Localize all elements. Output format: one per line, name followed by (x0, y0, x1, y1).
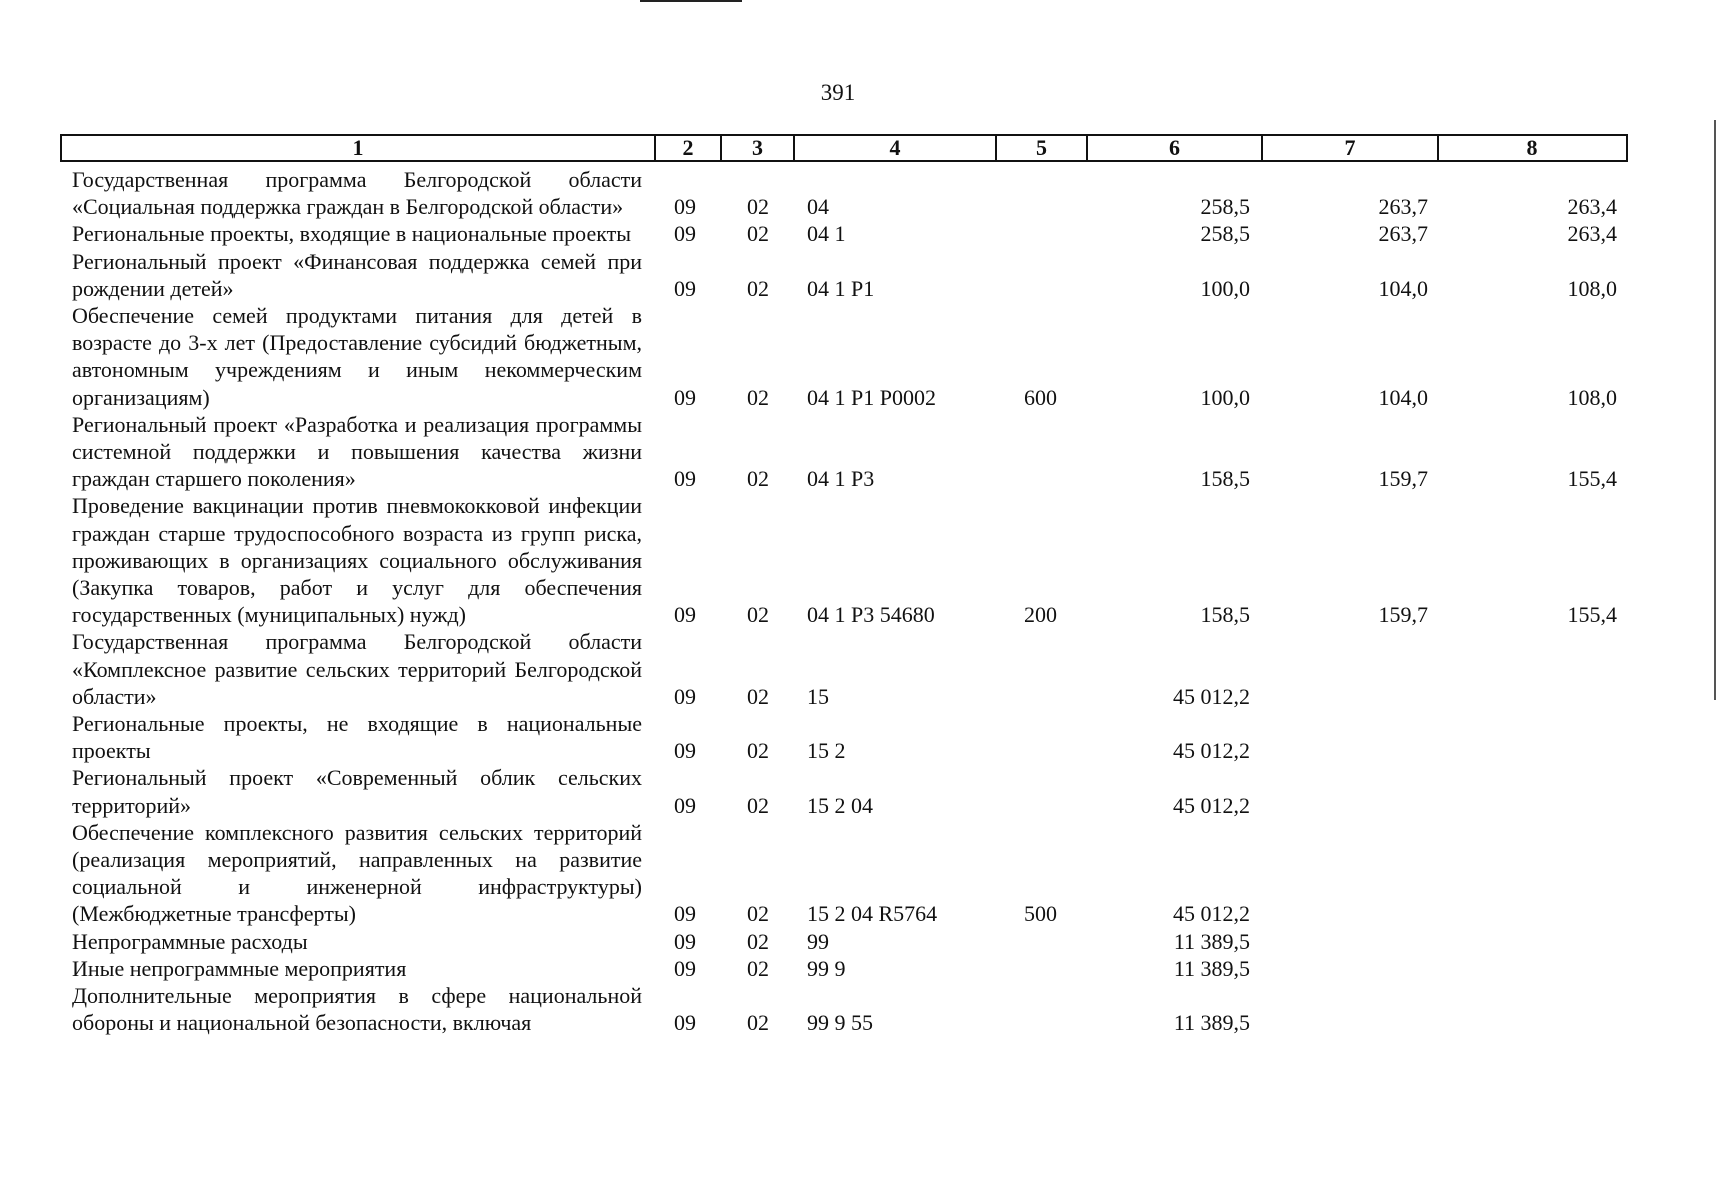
table-row (0, 411, 1720, 493)
table-row (0, 166, 1720, 220)
table-row (0, 982, 1720, 1036)
row-description: Обеспечение комплексного развития сельских территорий (реализация мероприятий, направленных на развитие социальной и инженерной инфраструктуры) (Межбюджетные трансферты) (72, 819, 642, 927)
header-col-5: 5 (997, 136, 1088, 160)
row-amount-col6: 11 389,5 (1173, 928, 1250, 954)
table-row (0, 710, 1720, 764)
row-section: 09 (674, 194, 696, 220)
row-description: Региональные проекты, не входящие в национальные проекты (72, 711, 642, 764)
row-target-code: 04 1 P1 P0002 (807, 384, 936, 410)
table-row (0, 819, 1720, 928)
row-amount-col6: 11 389,5 (1173, 955, 1250, 981)
row-amount-col7: 263,7 (1378, 221, 1428, 247)
header-col-8: 8 (1526, 135, 1538, 160)
row-section: 09 (674, 602, 696, 628)
row-expense-type: 200 (1024, 602, 1057, 628)
table-row (0, 928, 1720, 955)
table-row (0, 248, 1720, 302)
table-body (0, 166, 1720, 1037)
page-number: 391 (820, 80, 856, 105)
top-rule (640, 0, 742, 2)
row-subsection: 02 (747, 901, 769, 927)
row-section: 09 (674, 221, 696, 247)
table-header (60, 134, 1628, 162)
row-amount-col8: 108,0 (1567, 384, 1617, 410)
row-target-code: 15 2 04 R5764 (807, 901, 938, 927)
row-section: 09 (674, 738, 696, 764)
row-amount-col8: 155,4 (1567, 602, 1617, 628)
row-amount-col8: 263,4 (1567, 194, 1617, 220)
row-description: Региональный проект «Финансовая поддержка семей при рождении детей» (72, 248, 642, 301)
row-amount-col6: 100,0 (1200, 275, 1250, 301)
row-target-code: 99 9 (807, 955, 846, 981)
row-subsection: 02 (747, 1010, 769, 1036)
row-section: 09 (674, 955, 696, 981)
row-section: 09 (674, 683, 696, 709)
table-row (0, 220, 1720, 247)
header-col-7: 7 (1263, 136, 1439, 160)
row-amount-col7: 104,0 (1378, 384, 1428, 410)
row-description: Обеспечение семей продуктами питания для детей в возрасте до 3-х лет (Предоставление субсидий бюджетным, автономным учреждениям и иным некоммерческим организациям) (72, 303, 642, 410)
row-subsection: 02 (747, 955, 769, 981)
row-amount-col6: 45 012,2 (1173, 792, 1250, 818)
row-amount-col8: 155,4 (1567, 466, 1617, 492)
row-target-code: 04 1 P1 (807, 275, 875, 301)
table-row (0, 764, 1720, 818)
row-subsection: 02 (747, 683, 769, 709)
row-amount-col6: 158,5 (1200, 466, 1250, 492)
row-target-code: 99 9 55 (807, 1010, 873, 1036)
header-col-1: 1 (62, 136, 656, 160)
header-col-4: 4 (795, 136, 997, 160)
row-target-code: 04 1 (807, 221, 846, 247)
row-subsection: 02 (747, 466, 769, 492)
row-subsection: 02 (747, 275, 769, 301)
row-amount-col6: 258,5 (1200, 194, 1250, 220)
table-row (0, 492, 1720, 628)
row-section: 09 (674, 928, 696, 954)
row-target-code: 15 2 04 (807, 792, 873, 818)
row-description: Непрограммные расходы (72, 928, 308, 954)
row-description: Дополнительные мероприятия в сфере национальной обороны и национальной безопасности, включая (72, 983, 642, 1036)
row-target-code: 04 1 P3 (807, 466, 875, 492)
table-row (0, 955, 1720, 982)
header-col-3: 3 (722, 136, 795, 160)
row-description: Проведение вакцинации против пневмококковой инфекции граждан старше трудоспособного возраста из групп риска, проживающих в организациях социального обслуживания (Закупка товаров, работ и услуг для обеспечения государственных (муниципальных) нужд) (72, 493, 642, 628)
row-section: 09 (674, 384, 696, 410)
row-expense-type: 500 (1024, 901, 1057, 927)
row-amount-col6: 100,0 (1200, 384, 1250, 410)
row-subsection: 02 (747, 384, 769, 410)
row-section: 09 (674, 466, 696, 492)
row-target-code: 04 (807, 194, 829, 220)
row-subsection: 02 (747, 221, 769, 247)
row-amount-col6: 258,5 (1200, 221, 1250, 247)
row-amount-col8: 108,0 (1567, 275, 1617, 301)
row-description: Региональный проект «Современный облик сельских территорий» (72, 765, 642, 818)
row-target-code: 04 1 P3 54680 (807, 602, 935, 628)
row-subsection: 02 (747, 194, 769, 220)
row-description: Региональный проект «Разработка и реализация программы системной поддержки и повышения качества жизни граждан старшего поколения» (72, 411, 642, 492)
row-description: Государственная программа Белгородской области «Комплексное развитие сельских территорий Белгородской области» (72, 629, 642, 709)
row-amount-col6: 45 012,2 (1173, 738, 1250, 764)
row-amount-col6: 158,5 (1200, 602, 1250, 628)
row-amount-col7: 159,7 (1378, 602, 1428, 628)
row-description: Государственная программа Белгородской области «Социальная поддержка граждан в Белгородской области» (72, 167, 642, 220)
row-amount-col7: 263,7 (1378, 194, 1428, 220)
row-amount-col6: 11 389,5 (1173, 1010, 1250, 1036)
table-row (0, 628, 1720, 710)
row-target-code: 15 2 (807, 738, 846, 764)
row-target-code: 99 (807, 928, 829, 954)
row-section: 09 (674, 792, 696, 818)
header-col-2: 2 (656, 136, 722, 160)
row-amount-col6: 45 012,2 (1173, 901, 1250, 927)
row-description: Иные непрограммные мероприятия (72, 955, 407, 981)
row-amount-col8: 263,4 (1567, 221, 1617, 247)
header-col-6: 6 (1088, 136, 1263, 160)
row-subsection: 02 (747, 738, 769, 764)
row-section: 09 (674, 901, 696, 927)
row-amount-col7: 159,7 (1378, 466, 1428, 492)
row-amount-col6: 45 012,2 (1173, 683, 1250, 709)
row-target-code: 15 (807, 683, 829, 709)
row-section: 09 (674, 1010, 696, 1036)
row-subsection: 02 (747, 792, 769, 818)
row-section: 09 (674, 275, 696, 301)
row-subsection: 02 (747, 928, 769, 954)
row-amount-col7: 104,0 (1378, 275, 1428, 301)
row-expense-type: 600 (1024, 384, 1057, 410)
table-row (0, 302, 1720, 411)
row-subsection: 02 (747, 602, 769, 628)
row-description: Региональные проекты, входящие в национальные проекты (72, 221, 632, 247)
